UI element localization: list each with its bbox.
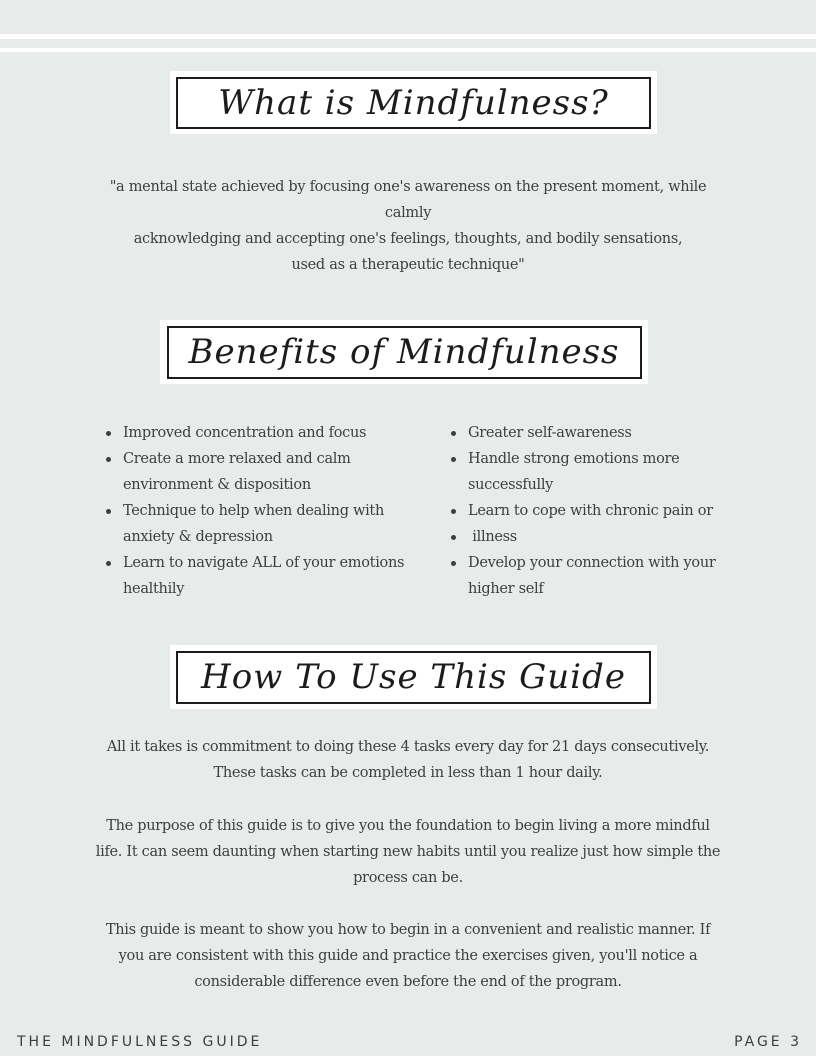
benefits-list-right <box>451 420 751 602</box>
paragraph-line: life. It can seem daunting when starting new habits until you realize just how simple the <box>95 844 721 860</box>
paragraph-line: The purpose of this guide is to give you the foundation to begin living a more mindful <box>106 818 710 834</box>
benefits-list-left <box>106 420 436 602</box>
guide-paragraph-3 <box>90 917 726 995</box>
quote-line: acknowledging and accepting one's feelings, thoughts, and bodily sensations, <box>133 231 683 247</box>
list-item: Technique to help when dealing with anxiety & depression <box>106 498 436 550</box>
footer-title: THE MINDFULNESS GUIDE <box>17 1034 263 1050</box>
heading-how-to-use-text: How To Use This Guide <box>176 651 651 704</box>
paragraph-line: This guide is meant to show you how to begin in a convenient and realistic manner. If <box>105 922 711 938</box>
definition-quote <box>90 174 726 278</box>
paragraph-line: process can be. <box>353 870 463 886</box>
list-item: Improved concentration and focus <box>106 420 436 446</box>
list-item: Create a more relaxed and calm environment & disposition <box>106 446 436 498</box>
paragraph-line: These tasks can be completed in less than 1 hour daily. <box>213 765 603 781</box>
guide-paragraph-2 <box>90 813 726 891</box>
quote-line: "a mental state achieved by focusing one's awareness on the present moment, while calmly <box>109 179 707 221</box>
heading-what-is-mindfulness <box>170 71 657 134</box>
list-item: illness <box>451 524 751 550</box>
list-item: Learn to cope with chronic pain or <box>451 498 751 524</box>
paragraph-line: you are consistent with this guide and practice the exercises given, you'll notice a <box>118 948 698 964</box>
list-item: Greater self-awareness <box>451 420 751 446</box>
heading-how-to-use <box>170 645 657 709</box>
heading-benefits <box>160 320 648 384</box>
heading-benefits-text: Benefits of Mindfulness <box>167 326 642 379</box>
list-item: Handle strong emotions more successfully <box>451 446 751 498</box>
top-rule-2 <box>0 48 816 52</box>
guide-paragraph-1 <box>90 734 726 786</box>
paragraph-line: All it takes is commitment to doing these 4 tasks every day for 21 days consecutively. <box>106 739 710 755</box>
paragraph-line: considerable difference even before the end of the program. <box>194 974 622 990</box>
footer-page-number: PAGE 3 <box>734 1034 802 1050</box>
heading-what-is-mindfulness-text: What is Mindfulness? <box>176 77 651 129</box>
top-rule-1 <box>0 34 816 39</box>
quote-line: used as a therapeutic technique" <box>291 257 525 273</box>
list-item: Learn to navigate ALL of your emotions healthily <box>106 550 436 602</box>
list-item: Develop your connection with your higher self <box>451 550 751 602</box>
